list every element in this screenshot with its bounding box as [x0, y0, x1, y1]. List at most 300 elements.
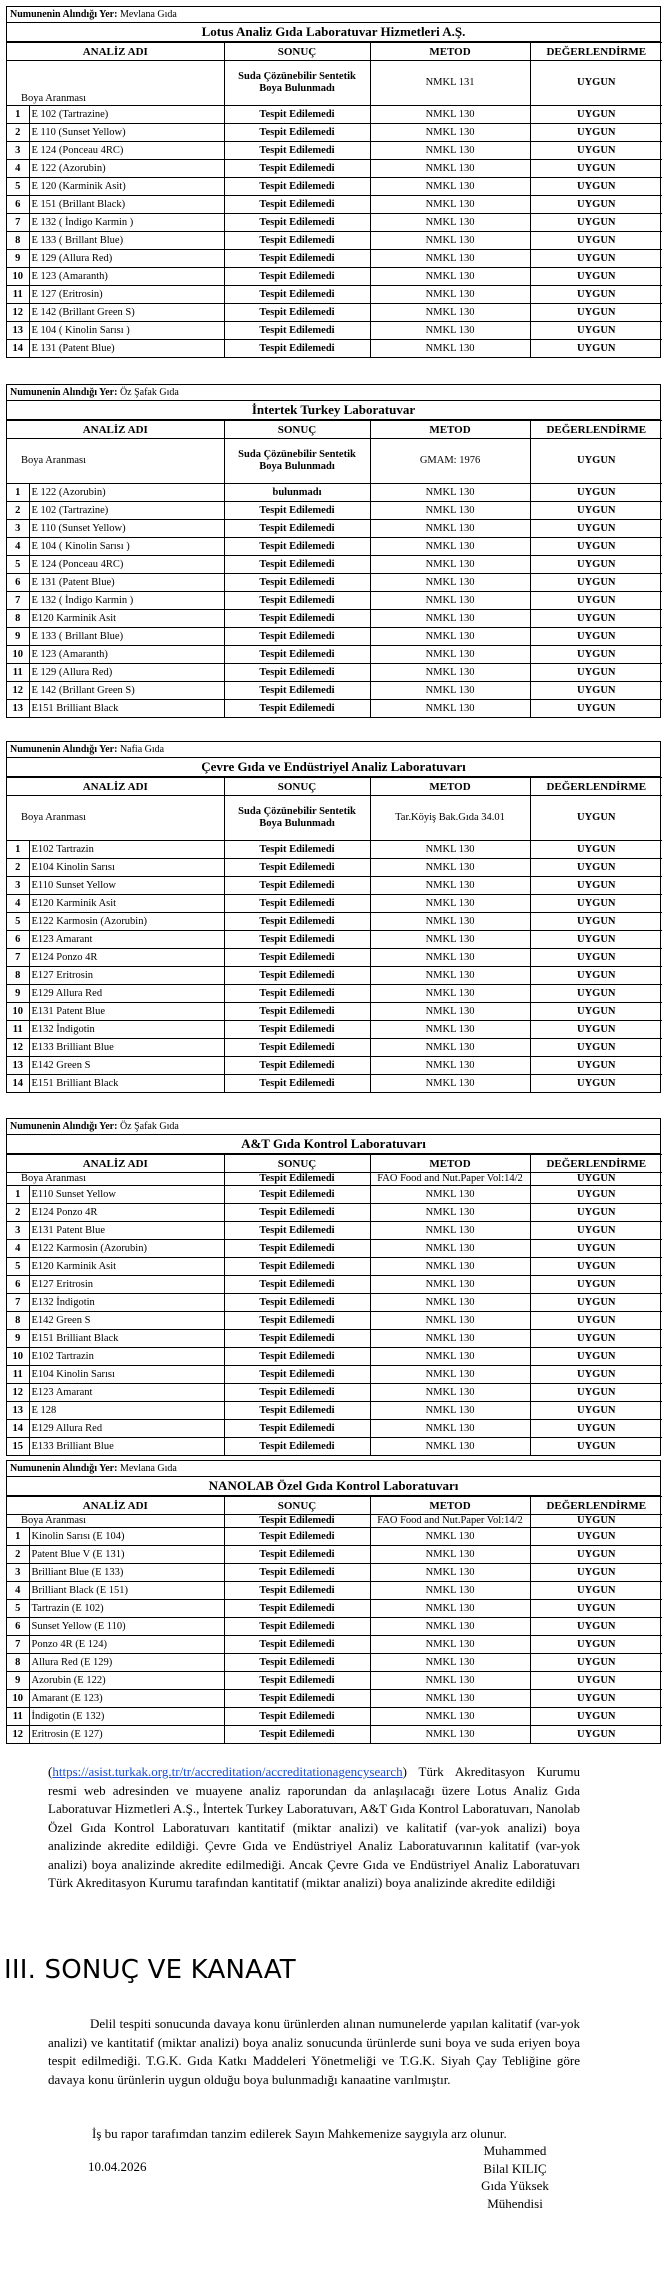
table-row [7, 1003, 662, 1021]
result-value: Tespit Edilemedi [224, 1618, 370, 1636]
table-row [7, 646, 662, 664]
result-value: Tespit Edilemedi [224, 286, 370, 304]
method-value: NMKL 130 [370, 1636, 530, 1654]
source-label: Numunenin Alındığı Yer: [10, 1121, 118, 1132]
evaluation-value: UYGUN [530, 1258, 662, 1276]
table-row [7, 1564, 662, 1582]
row-number: 13 [7, 1057, 29, 1075]
dye-name: E 122 (Azorubin) [29, 484, 224, 502]
column-header-sonuc: SONUÇ [224, 778, 370, 796]
table-row [7, 1708, 662, 1726]
row-number: 10 [7, 646, 29, 664]
table-row [7, 160, 662, 178]
column-header-metod: METOD [370, 43, 530, 61]
dye-name: E102 Tartrazin [29, 841, 224, 859]
dye-name: E 129 (Allura Red) [29, 250, 224, 268]
accreditation-paragraph: (https://asist.turkak.org.tr/tr/accreditation/accreditationagencysearch) Türk Akreditasyon Kurumu resmi web adresinden ve muayene analiz raporundan da anlaşılacağı üzere Lotus Analiz Gıda Laboratuvar Hizmetleri A.Ş., İntertek Turkey Laboratuvarı, A&T Gıda Kontrol Laboratuvarı, Nanolab Özel Gıda Kontrol Laboratuvarı kantitatif (miktar analizi) ve kalitatif (var-yok analizi) boya analizinde akredite edildiği. Çevre Gıda ve Endüstriyel Analiz Laboratuvarının kalitatif (var-yok analizi) boya analizinde akredite edilmediği. Ancak Çevre Gıda ve Endüstriyel Analiz Laboratuvarı Türk Akreditasyon Kurumu tarafından kantitatif (miktar analizi) boya analizinde akredite edildiği [48, 1764, 580, 1890]
evaluation-value: UYGUN [530, 1420, 662, 1438]
method-value: NMKL 130 [370, 502, 530, 520]
row-number: 13 [7, 1402, 29, 1420]
evaluation-value: UYGUN [530, 1021, 662, 1039]
evaluation-value: UYGUN [530, 1402, 662, 1420]
evaluation-value: UYGUN [530, 1075, 662, 1093]
evaluation-value: UYGUN [530, 484, 662, 502]
row-number: 6 [7, 574, 29, 592]
summary-result: Suda Çözünebilir Sentetik Boya Bulunmadı [224, 439, 370, 484]
result-value: Tespit Edilemedi [224, 628, 370, 646]
table-row [7, 304, 662, 322]
dye-name: E 102 (Tartrazine) [29, 502, 224, 520]
method-value: NMKL 130 [370, 232, 530, 250]
method-value: NMKL 130 [370, 1402, 530, 1420]
table-row [7, 931, 662, 949]
evaluation-value: UYGUN [530, 232, 662, 250]
table-row [7, 1258, 662, 1276]
result-value: Tespit Edilemedi [224, 214, 370, 232]
result-value: Tespit Edilemedi [224, 1690, 370, 1708]
summary-analysis: Boya Aranması [7, 1173, 224, 1186]
method-value: NMKL 130 [370, 985, 530, 1003]
header-row [7, 43, 662, 61]
row-number: 11 [7, 1021, 29, 1039]
lab-name: İntertek Turkey Laboratuvar [7, 401, 660, 420]
column-header-metod: METOD [370, 778, 530, 796]
method-value: NMKL 130 [370, 340, 530, 358]
dye-name: E122 Karmosin (Azorubin) [29, 1240, 224, 1258]
evaluation-value: UYGUN [530, 142, 662, 160]
result-value: Tespit Edilemedi [224, 700, 370, 718]
column-header-degerlendirme: DEĞERLENDİRME [530, 1497, 662, 1515]
result-value: Tespit Edilemedi [224, 1057, 370, 1075]
method-value: NMKL 130 [370, 1690, 530, 1708]
evaluation-value: UYGUN [530, 985, 662, 1003]
method-value: NMKL 130 [370, 1258, 530, 1276]
dye-name: E 132 ( İndigo Karmin ) [29, 214, 224, 232]
method-value: NMKL 130 [370, 1276, 530, 1294]
lab-name: A&T Gıda Kontrol Laboratuvarı [7, 1135, 660, 1154]
evaluation-value: UYGUN [530, 124, 662, 142]
dye-name: E 131 (Patent Blue) [29, 340, 224, 358]
method-value: NMKL 130 [370, 556, 530, 574]
evaluation-value: UYGUN [530, 1618, 662, 1636]
table-row [7, 1186, 662, 1204]
evaluation-value: UYGUN [530, 178, 662, 196]
dye-name: E120 Karminik Asit [29, 895, 224, 913]
result-value: Tespit Edilemedi [224, 538, 370, 556]
header-row [7, 1155, 662, 1173]
evaluation-value: UYGUN [530, 214, 662, 232]
method-value: NMKL 130 [370, 574, 530, 592]
method-value: NMKL 130 [370, 106, 530, 124]
table-row [7, 1546, 662, 1564]
column-header-degerlendirme: DEĞERLENDİRME [530, 421, 662, 439]
method-value: NMKL 130 [370, 322, 530, 340]
dye-name: Brilliant Black (E 151) [29, 1582, 224, 1600]
method-value: NMKL 130 [370, 949, 530, 967]
source-name: Mevlana Gıda [119, 1463, 177, 1474]
source-name: Öz Şafak Gıda [119, 387, 179, 398]
row-number: 12 [7, 1726, 29, 1744]
method-value: NMKL 130 [370, 268, 530, 286]
result-value: Tespit Edilemedi [224, 1654, 370, 1672]
column-header-analiz: ANALİZ ADI [7, 778, 224, 796]
result-value: Tespit Edilemedi [224, 232, 370, 250]
row-number: 6 [7, 1276, 29, 1294]
dye-name: E 110 (Sunset Yellow) [29, 520, 224, 538]
table-row [7, 700, 662, 718]
dye-name: E 131 (Patent Blue) [29, 574, 224, 592]
row-number: 9 [7, 250, 29, 268]
evaluation-value: UYGUN [530, 304, 662, 322]
result-value: Tespit Edilemedi [224, 1039, 370, 1057]
summary-result: Suda Çözünebilir Sentetik Boya Bulunmadı [224, 796, 370, 841]
table-row [7, 142, 662, 160]
summary-method: NMKL 131 [370, 61, 530, 106]
dye-name: E131 Patent Blue [29, 1222, 224, 1240]
dye-name: E129 Allura Red [29, 1420, 224, 1438]
table-row [7, 574, 662, 592]
result-value: Tespit Edilemedi [224, 142, 370, 160]
table-row [7, 1438, 662, 1456]
method-value: NMKL 130 [370, 1618, 530, 1636]
dye-name: E 102 (Tartrazine) [29, 106, 224, 124]
row-number: 13 [7, 700, 29, 718]
method-value: NMKL 130 [370, 1726, 530, 1744]
table-row [7, 1330, 662, 1348]
row-number: 14 [7, 1420, 29, 1438]
summary-method: Tar.Köyiş Bak.Gıda 34.01 [370, 796, 530, 841]
dye-name: E142 Green S [29, 1312, 224, 1330]
method-value: NMKL 130 [370, 160, 530, 178]
results-table [7, 777, 662, 1092]
evaluation-value: UYGUN [530, 949, 662, 967]
evaluation-value: UYGUN [530, 286, 662, 304]
signature-line: Bilal KILIÇ [483, 2160, 547, 2176]
table-row [7, 1420, 662, 1438]
table-row [7, 1618, 662, 1636]
evaluation-value: UYGUN [530, 1384, 662, 1402]
summary-analysis: Boya Aranması [7, 61, 224, 106]
summary-row [7, 1173, 662, 1186]
row-number: 1 [7, 841, 29, 859]
result-value: Tespit Edilemedi [224, 340, 370, 358]
row-number: 9 [7, 1330, 29, 1348]
method-value: NMKL 130 [370, 664, 530, 682]
lab-name: Lotus Analiz Gıda Laboratuvar Hizmetleri A.Ş. [7, 23, 660, 42]
section-title: III. SONUÇ VE KANAAT [4, 1955, 296, 1985]
method-value: NMKL 130 [370, 913, 530, 931]
column-header-sonuc: SONUÇ [224, 421, 370, 439]
method-value: NMKL 130 [370, 610, 530, 628]
table-row [7, 520, 662, 538]
column-header-degerlendirme: DEĞERLENDİRME [530, 43, 662, 61]
result-value: Tespit Edilemedi [224, 1258, 370, 1276]
dye-name: E132 İndigotin [29, 1021, 224, 1039]
column-header-sonuc: SONUÇ [224, 43, 370, 61]
row-number: 5 [7, 913, 29, 931]
evaluation-value: UYGUN [530, 250, 662, 268]
table-row [7, 196, 662, 214]
dye-name: E 142 (Brillant Green S) [29, 304, 224, 322]
table-row [7, 1726, 662, 1744]
result-value: Tespit Edilemedi [224, 268, 370, 286]
table-row [7, 1654, 662, 1672]
table-row [7, 1402, 662, 1420]
result-value: Tespit Edilemedi [224, 931, 370, 949]
table-row [7, 1021, 662, 1039]
method-value: NMKL 130 [370, 1021, 530, 1039]
result-value: Tespit Edilemedi [224, 877, 370, 895]
result-value: Tespit Edilemedi [224, 322, 370, 340]
summary-row [7, 1515, 662, 1528]
dye-name: E 124 (Ponceau 4RC) [29, 142, 224, 160]
method-value: NMKL 130 [370, 1654, 530, 1672]
evaluation-value: UYGUN [530, 1690, 662, 1708]
dye-name: E120 Karminik Asit [29, 1258, 224, 1276]
summary-method: GMAM: 1976 [370, 439, 530, 484]
table-row [7, 895, 662, 913]
method-value: NMKL 130 [370, 1240, 530, 1258]
row-number: 8 [7, 1312, 29, 1330]
row-number: 3 [7, 1564, 29, 1582]
dye-name: E 133 ( Brillant Blue) [29, 628, 224, 646]
lab-name: NANOLAB Özel Gıda Kontrol Laboratuvarı [7, 1477, 660, 1496]
dye-name: E 132 ( İndigo Karmin ) [29, 592, 224, 610]
dye-name: E127 Eritrosin [29, 967, 224, 985]
header-row [7, 1497, 662, 1515]
dye-name: İndigotin (E 132) [29, 1708, 224, 1726]
row-number: 10 [7, 268, 29, 286]
table-row [7, 1690, 662, 1708]
result-value: Tespit Edilemedi [224, 1546, 370, 1564]
dye-name: E 123 (Amaranth) [29, 268, 224, 286]
dye-name: E129 Allura Red [29, 985, 224, 1003]
method-value: NMKL 130 [370, 1003, 530, 1021]
evaluation-value: UYGUN [530, 859, 662, 877]
summary-method: FAO Food and Nut.Paper Vol:14/2 [370, 1173, 530, 1186]
dye-name: Kinolin Sarısı (E 104) [29, 1528, 224, 1546]
row-number: 5 [7, 1600, 29, 1618]
dye-name: E 124 (Ponceau 4RC) [29, 556, 224, 574]
row-number: 2 [7, 1546, 29, 1564]
result-value: Tespit Edilemedi [224, 1528, 370, 1546]
dye-name: E 142 (Brillant Green S) [29, 682, 224, 700]
dye-name: E 104 ( Kinolin Sarısı ) [29, 322, 224, 340]
result-value: Tespit Edilemedi [224, 985, 370, 1003]
table-row [7, 877, 662, 895]
method-value: NMKL 130 [370, 1312, 530, 1330]
result-value: Tespit Edilemedi [224, 949, 370, 967]
row-number: 14 [7, 1075, 29, 1093]
result-value: Tespit Edilemedi [224, 1222, 370, 1240]
row-number: 13 [7, 322, 29, 340]
evaluation-value: UYGUN [530, 1204, 662, 1222]
header-row [7, 421, 662, 439]
dye-name: E104 Kinolin Sarısı [29, 859, 224, 877]
method-value: NMKL 130 [370, 1366, 530, 1384]
summary-row [7, 61, 662, 106]
table-row [7, 250, 662, 268]
table-row [7, 484, 662, 502]
source-label: Numunenin Alındığı Yer: [10, 387, 118, 398]
method-value: NMKL 130 [370, 286, 530, 304]
accreditation-link[interactable]: https://asist.turkak.org.tr/tr/accreditation/accreditationagencysearch [52, 1764, 403, 1779]
summary-evaluation: UYGUN [530, 1173, 662, 1186]
row-number: 4 [7, 1240, 29, 1258]
table-row [7, 610, 662, 628]
lab-report-block [6, 1460, 661, 1744]
summary-evaluation: UYGUN [530, 796, 662, 841]
method-value: NMKL 130 [370, 1672, 530, 1690]
summary-evaluation: UYGUN [530, 439, 662, 484]
row-number: 12 [7, 682, 29, 700]
table-row [7, 1366, 662, 1384]
method-value: NMKL 130 [370, 214, 530, 232]
table-row [7, 124, 662, 142]
method-value: NMKL 130 [370, 1438, 530, 1456]
evaluation-value: UYGUN [530, 520, 662, 538]
dye-name: Sunset Yellow (E 110) [29, 1618, 224, 1636]
table-row [7, 985, 662, 1003]
row-number: 8 [7, 610, 29, 628]
column-header-sonuc: SONUÇ [224, 1155, 370, 1173]
row-number: 6 [7, 196, 29, 214]
evaluation-value: UYGUN [530, 592, 662, 610]
evaluation-value: UYGUN [530, 1654, 662, 1672]
dye-name: E 120 (Karminik Asit) [29, 178, 224, 196]
row-number: 10 [7, 1690, 29, 1708]
source-label: Numunenin Alındığı Yer: [10, 9, 118, 20]
accreditation-text: Türk Akreditasyon Kurumu resmi web adresinden ve muayene analiz raporundan da anlaşılacağı üzere Lotus Analiz Gıda Laboratuvar Hizmetleri A.Ş., İntertek Turkey Laboratuvarı, A&T Gıda Kontrol Laboratuvarı, Nanolab Özel Gıda Kontrol Laboratuvarı kantitatif (miktar analizi) ve kalitatif (var-yok analizi) boya analizinde akredite edildiği. Çevre Gıda ve Endüstriyel Analiz Laboratuvarının kalitatif (var-yok analizi) boya analizinde akredite edilmediği. Ancak Çevre Gıda ve Endüstriyel Analiz Laboratuvarı Türk Akreditasyon Kurumu tarafından kantitatif (miktar analizi) boya analizinde akredite edildiği [48, 1764, 580, 1890]
row-number: 1 [7, 1528, 29, 1546]
table-row [7, 340, 662, 358]
dye-name: Eritrosin (E 127) [29, 1726, 224, 1744]
result-value: Tespit Edilemedi [224, 1672, 370, 1690]
table-row [7, 1672, 662, 1690]
result-value: Tespit Edilemedi [224, 859, 370, 877]
result-value: Tespit Edilemedi [224, 841, 370, 859]
method-value: NMKL 130 [370, 1708, 530, 1726]
row-number: 10 [7, 1003, 29, 1021]
method-value: NMKL 130 [370, 1582, 530, 1600]
row-number: 4 [7, 538, 29, 556]
method-value: NMKL 130 [370, 1075, 530, 1093]
report-date: 10.04.2026 [88, 2159, 147, 2174]
column-header-analiz: ANALİZ ADI [7, 1155, 224, 1173]
dye-name: E 128 [29, 1402, 224, 1420]
result-value: Tespit Edilemedi [224, 1564, 370, 1582]
row-number: 4 [7, 1582, 29, 1600]
result-value: Tespit Edilemedi [224, 1384, 370, 1402]
method-value: NMKL 130 [370, 538, 530, 556]
method-value: NMKL 130 [370, 1564, 530, 1582]
table-row [7, 1312, 662, 1330]
table-row [7, 1204, 662, 1222]
evaluation-value: UYGUN [530, 1186, 662, 1204]
dye-name: E142 Green S [29, 1057, 224, 1075]
table-row [7, 1348, 662, 1366]
row-number: 7 [7, 949, 29, 967]
table-row [7, 1057, 662, 1075]
dye-name: E151 Brilliant Black [29, 700, 224, 718]
dye-name: Brilliant Blue (E 133) [29, 1564, 224, 1582]
row-number: 11 [7, 664, 29, 682]
evaluation-value: UYGUN [530, 1600, 662, 1618]
method-value: NMKL 130 [370, 700, 530, 718]
row-number: 3 [7, 1222, 29, 1240]
row-number: 4 [7, 160, 29, 178]
method-value: NMKL 130 [370, 1204, 530, 1222]
row-number: 12 [7, 1039, 29, 1057]
summary-result: Tespit Edilemedi [224, 1515, 370, 1528]
method-value: NMKL 130 [370, 250, 530, 268]
result-value: Tespit Edilemedi [224, 1582, 370, 1600]
result-value: Tespit Edilemedi [224, 1726, 370, 1744]
table-row [7, 1582, 662, 1600]
method-value: NMKL 130 [370, 859, 530, 877]
result-value: Tespit Edilemedi [224, 1636, 370, 1654]
result-value: Tespit Edilemedi [224, 1075, 370, 1093]
row-number: 7 [7, 1294, 29, 1312]
source-label: Numunenin Alındığı Yer: [10, 744, 118, 755]
lab-report-block [6, 6, 661, 358]
result-value: Tespit Edilemedi [224, 304, 370, 322]
row-number: 2 [7, 124, 29, 142]
evaluation-value: UYGUN [530, 1708, 662, 1726]
row-number: 8 [7, 1654, 29, 1672]
evaluation-value: UYGUN [530, 1726, 662, 1744]
method-value: NMKL 130 [370, 1348, 530, 1366]
summary-row [7, 439, 662, 484]
evaluation-value: UYGUN [530, 196, 662, 214]
column-header-analiz: ANALİZ ADI [7, 421, 224, 439]
dye-name: E122 Karmosin (Azorubin) [29, 913, 224, 931]
evaluation-value: UYGUN [530, 646, 662, 664]
method-value: NMKL 130 [370, 1294, 530, 1312]
table-row [7, 682, 662, 700]
evaluation-value: UYGUN [530, 160, 662, 178]
row-number: 6 [7, 931, 29, 949]
row-number: 9 [7, 628, 29, 646]
dye-name: E 133 ( Brillant Blue) [29, 232, 224, 250]
evaluation-value: UYGUN [530, 913, 662, 931]
summary-result: Suda Çözünebilir Sentetik Boya Bulunmadı [224, 61, 370, 106]
evaluation-value: UYGUN [530, 502, 662, 520]
method-value: NMKL 130 [370, 877, 530, 895]
row-number: 1 [7, 484, 29, 502]
dye-name: Amarant (E 123) [29, 1690, 224, 1708]
source-label: Numunenin Alındığı Yer: [10, 1463, 118, 1474]
dye-name: E110 Sunset Yellow [29, 1186, 224, 1204]
dye-name: Patent Blue V (E 131) [29, 1546, 224, 1564]
evaluation-value: UYGUN [530, 1366, 662, 1384]
dye-name: Azorubin (E 122) [29, 1672, 224, 1690]
result-value: Tespit Edilemedi [224, 1420, 370, 1438]
result-value: Tespit Edilemedi [224, 1438, 370, 1456]
result-value: Tespit Edilemedi [224, 967, 370, 985]
evaluation-value: UYGUN [530, 1528, 662, 1546]
result-value: Tespit Edilemedi [224, 1294, 370, 1312]
evaluation-value: UYGUN [530, 1582, 662, 1600]
table-row [7, 1240, 662, 1258]
result-value: Tespit Edilemedi [224, 664, 370, 682]
column-header-degerlendirme: DEĞERLENDİRME [530, 1155, 662, 1173]
row-number: 2 [7, 502, 29, 520]
results-table [7, 420, 662, 717]
summary-evaluation: UYGUN [530, 61, 662, 106]
table-row [7, 1294, 662, 1312]
dye-name: Tartrazin (E 102) [29, 1600, 224, 1618]
